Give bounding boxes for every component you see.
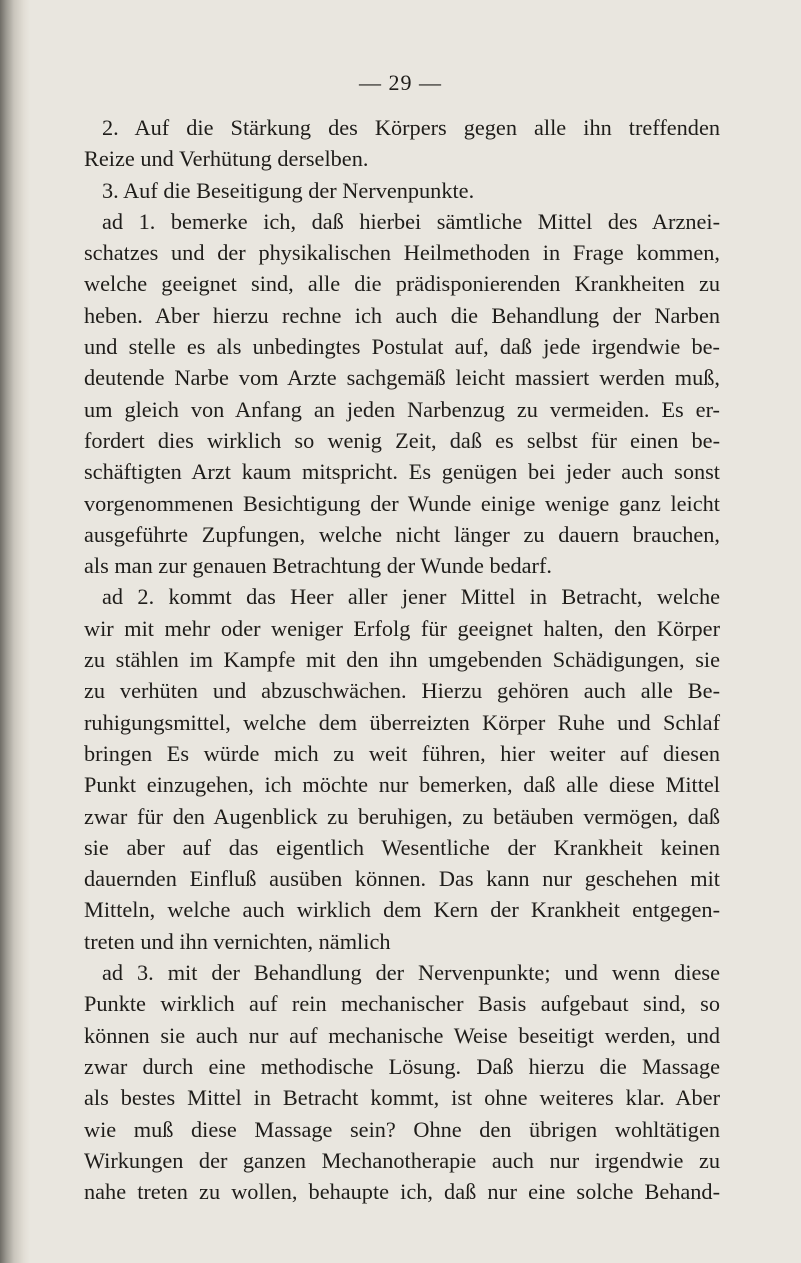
text-line: treten und ihn vernichten, nämlich [84,928,391,954]
text-line: und stelle es als unbedingtes Postulat auf, daß jede irgendwie be- [84,334,720,360]
text-line: heben. Aber hierzu rechne ich auch die Behandlung der Narben [84,302,720,328]
text-line: Mitteln, welche auch wirklich dem Kern der Krankheit entgegen- [84,897,720,923]
text-line: fordert dies wirklich so wenig Zeit, daß es selbst für einen be- [84,427,720,453]
text-line: ruhigungsmittel, welche dem überreizten Körper Ruhe und Schlaf [84,709,720,735]
text-line: als bestes Mittel in Betracht kommt, ist ohne weiteres klar. Aber [84,1085,720,1111]
text-line: ad 3. mit der Behandlung der Nervenpunkte; und wenn diese [102,960,720,986]
text-line: 3. Auf die Beseitigung der Nervenpunkte. [102,177,475,203]
page-number: — 29 — [359,70,442,95]
text-line: vorgenommenen Besichtigung der Wunde einige wenige ganz leicht [84,490,720,516]
text-line: ausgeführte Zupfungen, welche nicht länger zu dauern brauchen, [84,521,720,547]
text-line: nahe treten zu wollen, behaupte ich, daß nur eine solche Behand- [84,1179,720,1205]
text-line: bringen Es würde mich zu weit führen, hier weiter auf diesen [84,740,720,766]
text-line: sie aber auf das eigentlich Wesentliche der Krankheit keinen [84,834,720,860]
text-line: deutende Narbe vom Arzte sachgemäß leicht massiert werden muß, [84,365,720,391]
text-line: welche geeignet sind, alle die prädisponierenden Krankheiten zu [84,271,720,297]
text-line: Reize und Verhütung derselben. [84,146,369,172]
text-line: wir mit mehr oder weniger Erfolg für geeignet halten, den Körper [84,615,720,641]
text-line: können sie auch nur auf mechanische Weise beseitigt werden, und [84,1022,720,1048]
text-line: wie muß diese Massage sein? Ohne den übrigen wohltätigen [84,1116,720,1142]
text-line: dauernden Einfluß ausüben können. Das kann nur geschehen mit [84,866,720,892]
text-line: zwar durch eine methodische Lösung. Daß hierzu die Massage [84,1053,720,1079]
body-text [84,112,720,1207]
text-line: Wirkungen der ganzen Mechanotherapie auch nur irgendwie zu [84,1147,720,1173]
text-line: Punkte wirklich auf rein mechanischer Basis aufgebaut sind, so [84,991,720,1017]
text-line: ad 2. kommt das Heer aller jener Mittel in Betracht, welche [102,584,720,610]
text-line: um gleich von Anfang an jeden Narbenzug zu vermeiden. Es er- [84,396,720,422]
text-line: zu verhüten und abzuschwächen. Hierzu gehören auch alle Be- [84,678,720,704]
text-line: ad 1. bemerke ich, daß hierbei sämtliche Mittel des Arznei- [102,208,720,234]
text-line: schatzes und der physikalischen Heilmethoden in Frage kommen, [84,240,720,266]
text-line: zu stählen im Kampfe mit den ihn umgebenden Schädigungen, sie [84,647,720,673]
text-line: schäftigten Arzt kaum mitspricht. Es genügen bei jeder auch sonst [84,459,720,485]
text-line: Punkt einzugehen, ich möchte nur bemerken, daß alle diese Mittel [84,772,720,798]
book-gutter-shadow [0,0,30,1263]
text-line: als man zur genauen Betrachtung der Wunde bedarf. [84,553,552,579]
text-line: 2. Auf die Stärkung des Körpers gegen alle ihn treffenden [102,115,720,140]
text-line: zwar für den Augenblick zu beruhigen, zu betäuben vermögen, daß [84,803,720,829]
